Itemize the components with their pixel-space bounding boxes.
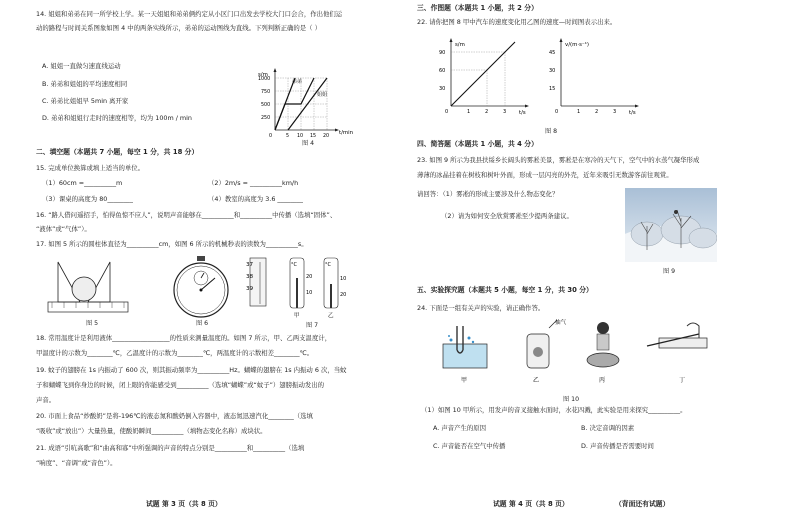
xtick-10: 10 [297, 134, 304, 139]
section-4-title: 四、简答题（本题共 1 小题，共 4 分） [417, 140, 538, 148]
graph-a-ytick-30: 30 [439, 86, 446, 92]
xtick-0: 0 [269, 134, 273, 139]
q15-part3: （3）课桌的高度为 80________ [42, 195, 133, 203]
graph-a-ytick-60: 60 [439, 68, 446, 74]
q19-line2: 子和蝴蝶飞到你身边的时候，闭上眼的你能感受到__________（选填“蝴蝶”或“蚊子”）翅膀振动发出的 [36, 381, 325, 389]
section-2-title: 二、填空题（本题共 7 小题，每空 1 分，共 18 分） [36, 148, 199, 156]
graph-b-xtick-1: 1 [577, 109, 581, 115]
q14-stem-line1: 14. 姐姐和弟弟在同一所学校上学。某一天姐姐和弟弟俩约定从小区门口出发去学校大门口会合，作出他们运 [36, 10, 343, 18]
figure-9-caption: 图 9 [663, 268, 676, 275]
q23-line1: 23. 如图 9 所示为我县扶绥乡长阔头的雾凇美景，雾凇是在寒冷的天气下，空气中的水蒸气凝华形成 [417, 156, 700, 164]
q24-part1: （1）如图 10 甲所示，用发声的音叉接触水面时，水花四溅，此实验是用来探究__________。 [421, 406, 687, 414]
figure-8a-st-graph [437, 36, 537, 116]
q15-part2: （2）2m/s = __________km/h [208, 179, 299, 187]
q14-stem-line2: 动的路程与时间关系图象如图 4 中的两条实线所示，弟弟的运动图线为直线。下列判断正确的是（ ） [36, 24, 321, 32]
q24-option-a: A. 声音产生的原因 [433, 424, 487, 432]
xtick-5: 5 [286, 134, 290, 139]
thermo-yi-label: 乙 [328, 313, 334, 319]
figure-8b-vt-graph [547, 36, 647, 116]
graph-a-xtick-1: 1 [467, 109, 471, 115]
q15-part1: （1）60cm =__________m [42, 179, 123, 187]
q23-line2: 薄薄的冰晶挂着在树枝和树叶外面，形成一层闪亮的外壳，近年来吸引无数游客前往观赏。 [417, 171, 673, 179]
xtick-15: 15 [310, 134, 317, 139]
thermo-left-38: 38 [246, 274, 254, 280]
thermo-left-37: 37 [246, 262, 254, 268]
thermo-yi-20: 20 [340, 292, 347, 298]
q18-line1: 18. 常用温度计是利用液体__________________的性质来测量温度的。如图 7 所示，甲、乙两支温度计， [36, 334, 332, 342]
section-3-title: 三、作图题（本题共 1 小题，共 2 分） [417, 4, 538, 12]
q15-stem: 15. 完成单位换算或填上适当的单位。 [36, 164, 145, 172]
figure-5-caption: 图 5 [86, 320, 99, 327]
graph-b-xtick-2: 2 [595, 109, 599, 115]
graph-a-xlabel: t/s [519, 110, 526, 116]
fig10-chouqi: 抽气 [555, 320, 567, 326]
section-5-title: 五、实验探究题（本题共 5 小题，每空 1 分，共 30 分） [417, 286, 593, 294]
q24-option-b: B. 决定音调的因素 [581, 424, 635, 432]
q24-stem: 24. 下面是一组有关声的实验，请正确作答。 [417, 304, 545, 312]
q15-part4: （4）教室的高度为 3.6 ________ [208, 195, 303, 203]
figure-4-caption: 图 4 [302, 140, 315, 147]
thermo-yi-unit: °C [325, 262, 331, 268]
q23-line3: 请回答：（1）雾凇的形成主要涉及什么物态变化？ [417, 190, 559, 198]
q18-line2: 甲温度计的示数为________℃，乙温度计的示数为________℃，两温度计的示数相差________℃。 [36, 349, 314, 357]
thermo-jia-20: 20 [306, 274, 313, 280]
q24-option-d: D. 声音传播是否需要时间 [581, 442, 654, 450]
q24-option-c: C. 声音能否在空气中传播 [433, 442, 506, 450]
figure-7-caption: 图 7 [306, 322, 319, 329]
page-4-footer-note: （背面还有试题） [615, 500, 670, 508]
xtick-20: 20 [323, 134, 330, 139]
figure-9-rime-photo [625, 188, 717, 262]
figure-10-experiments [441, 316, 741, 390]
thermo-jia-unit: °C [291, 262, 297, 268]
figure-6-stopwatch [170, 254, 232, 318]
fig10-label-ding: 丁 [679, 377, 686, 384]
label-didi: 弟弟 [292, 79, 303, 85]
graph-a-xtick-3: 3 [503, 109, 507, 115]
page-4-footer: 试题 第 4 页（共 8 页） [493, 500, 569, 508]
q19-line1: 19. 蚊子的翅膀在 1s 内振动了 600 次，则其振动频率为__________Hz。蝴蝶的翅膀在 1s 内振动 6 次，当蚊 [36, 366, 347, 374]
graph-a-ylabel: s/m [455, 42, 465, 48]
graph-b-ytick-15: 15 [549, 86, 556, 92]
q19-line3: 声音。 [36, 396, 56, 404]
figure-7-thermometers [244, 254, 354, 320]
figure-10-caption: 图 10 [563, 396, 580, 403]
graph-a-xtick-2: 2 [485, 109, 489, 115]
q14-option-b: B. 弟弟和姐姐的平均速度相同 [42, 80, 128, 88]
ytick-750: 750 [261, 90, 271, 95]
label-jiejie: 姐姐 [317, 92, 328, 98]
fig10-label-yi: 乙 [533, 377, 540, 384]
ytick-1000: 1000 [258, 77, 271, 82]
q23-line4: （2）请为如何安全欣赏雾凇至少提两条建议。 [441, 212, 573, 220]
graph-b-ytick-30: 30 [549, 68, 556, 74]
q14-option-a: A. 姐姐一直做匀速直线运动 [42, 62, 121, 70]
thermo-left-39: 39 [246, 286, 254, 292]
thermo-jia-10: 10 [306, 290, 313, 296]
graph-xlabel: t/min [339, 130, 354, 136]
graph-b-xtick-3: 3 [613, 109, 617, 115]
q14-option-d: D. 弟弟和姐姐行走时的速度相等，均为 100m / min [42, 114, 192, 122]
q20-line2: “吸收”或“放出”）大量热量，使酸奶瞬间__________（填物态变化名称）成块状。 [36, 427, 267, 435]
figure-6-caption: 图 6 [196, 320, 209, 327]
figure-4-graph [255, 68, 365, 142]
fig10-label-bing: 丙 [599, 377, 606, 384]
q14-option-c: C. 弟弟比姐姐早 5min 离开家 [42, 97, 129, 105]
graph-a-ytick-90: 90 [439, 50, 446, 56]
exam-page-4 [397, 0, 794, 529]
ytick-250: 250 [261, 116, 271, 121]
page-3-footer: 试题 第 3 页（共 8 页） [146, 500, 222, 508]
q22-stem: 22. 请你把图 8 甲中汽车的速度变化用乙图的速度—时间图表示出来。 [417, 18, 617, 26]
graph-b-ylabel: v/(m·s⁻¹) [565, 42, 589, 48]
graph-b-ytick-45: 45 [549, 50, 556, 56]
q17-stem: 17. 如图 5 所示的圆柱体直径为__________cm，如图 6 所示的机械秒表的读数为__________s。 [36, 240, 308, 248]
figure-8-caption: 图 8 [545, 128, 558, 135]
q16-line1: 16. “路人借问遥招手，怕得鱼惊不应人”，说明声音能够在__________和__________中传播（选填“固体”、 [36, 211, 337, 219]
graph-ylabel: s/m [258, 72, 268, 78]
q21-line1: 21. 成语“引吭高歌”和“曲高和寡”中所强调的声音的特点分别是__________和__________（选填 [36, 444, 305, 452]
q20-line1: 20. 市面上食品“炒酸奶”是将-196℃的液态氮和酸奶倒入容器中，液态氮迅速汽化________（选填 [36, 412, 313, 420]
graph-b-xlabel: t/s [629, 110, 636, 116]
thermo-yi-10: 10 [340, 276, 347, 282]
q21-line2: “响度”、“音调”或“音色”）。 [36, 459, 117, 467]
fig10-label-jia: 甲 [461, 377, 468, 384]
q16-line2: “液体”或“气体”）。 [36, 225, 91, 233]
graph-a-xtick-0: 0 [445, 109, 449, 115]
figure-5-ruler [44, 256, 134, 316]
graph-b-xtick-0: 0 [555, 109, 559, 115]
thermo-jia-label: 甲 [294, 313, 300, 319]
ytick-500: 500 [261, 103, 271, 108]
